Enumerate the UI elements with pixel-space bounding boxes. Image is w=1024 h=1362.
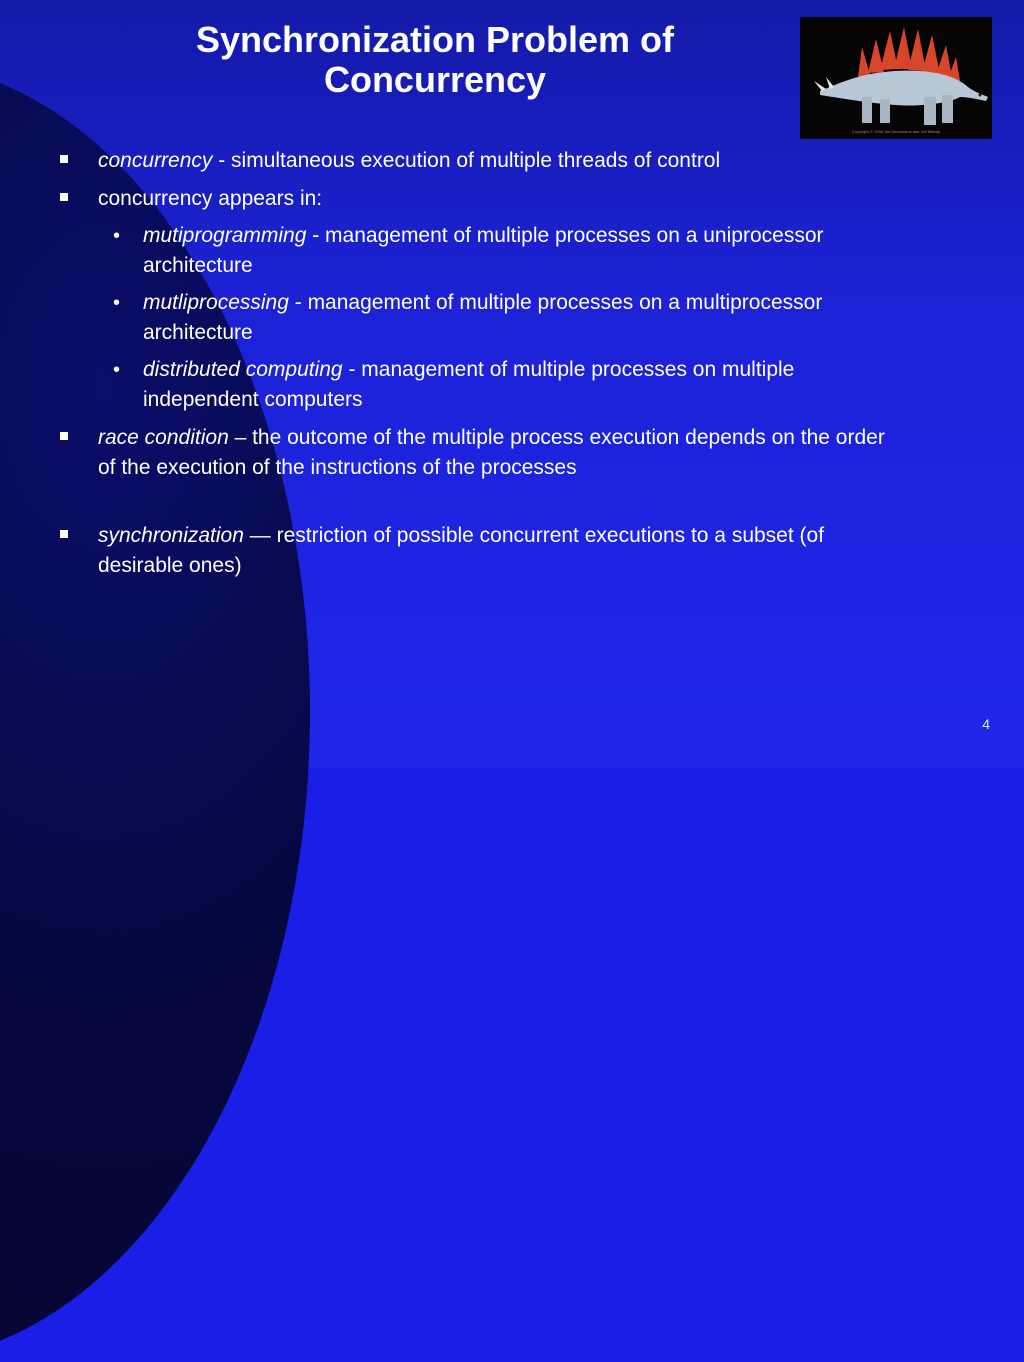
bullet-concurrency-appears	[98, 184, 888, 214]
title-line-2: Concurrency	[323, 59, 547, 100]
definition: - simultaneous execution of multiple threads of control	[212, 149, 721, 172]
square-bullet-icon	[60, 155, 68, 163]
subbullet-multiprocessing	[113, 288, 863, 348]
term: synchronization	[98, 524, 244, 547]
bullet-concurrency	[98, 146, 888, 176]
stegosaurus-icon	[800, 17, 992, 139]
term: distributed computing	[143, 358, 343, 381]
definition: - management of multiple processes on a uniprocessor architecture	[143, 224, 824, 277]
title-line-1: Synchronization Problem of	[195, 19, 675, 60]
square-bullet-icon	[60, 432, 68, 440]
image-caption: Copyright © 1996 Jim Dinosaurus and Jeff Bishop	[851, 129, 941, 134]
bullet-race-condition	[98, 423, 888, 483]
square-bullet-icon	[60, 530, 68, 538]
term: race condition	[98, 426, 229, 449]
subbullet-multiprogramming	[113, 221, 863, 281]
slide-title	[120, 20, 750, 100]
term: concurrency	[98, 149, 213, 172]
term: mutliprocessing	[143, 291, 289, 314]
bullet-text: concurrency appears in:	[98, 187, 323, 210]
definition: — restriction of possible concurrent executions to a subset (of desirable ones)	[98, 524, 825, 577]
square-bullet-icon	[60, 193, 68, 201]
subbullet-distributed-computing	[113, 355, 863, 415]
definition: – the outcome of the multiple process execution depends on the order of the execution of the instructions of the processes	[98, 426, 885, 479]
dot-bullet-icon: •	[113, 292, 121, 314]
stegosaurus-image	[800, 17, 992, 139]
bullet-synchronization	[98, 521, 888, 581]
dot-bullet-icon: •	[113, 225, 121, 247]
page-number: 4	[982, 716, 990, 732]
term: mutiprogramming	[143, 224, 307, 247]
dot-bullet-icon: •	[113, 359, 121, 381]
definition: - management of multiple processes on a multiprocessor architecture	[143, 291, 823, 344]
definition: - management of multiple processes on multiple independent computers	[143, 358, 795, 411]
